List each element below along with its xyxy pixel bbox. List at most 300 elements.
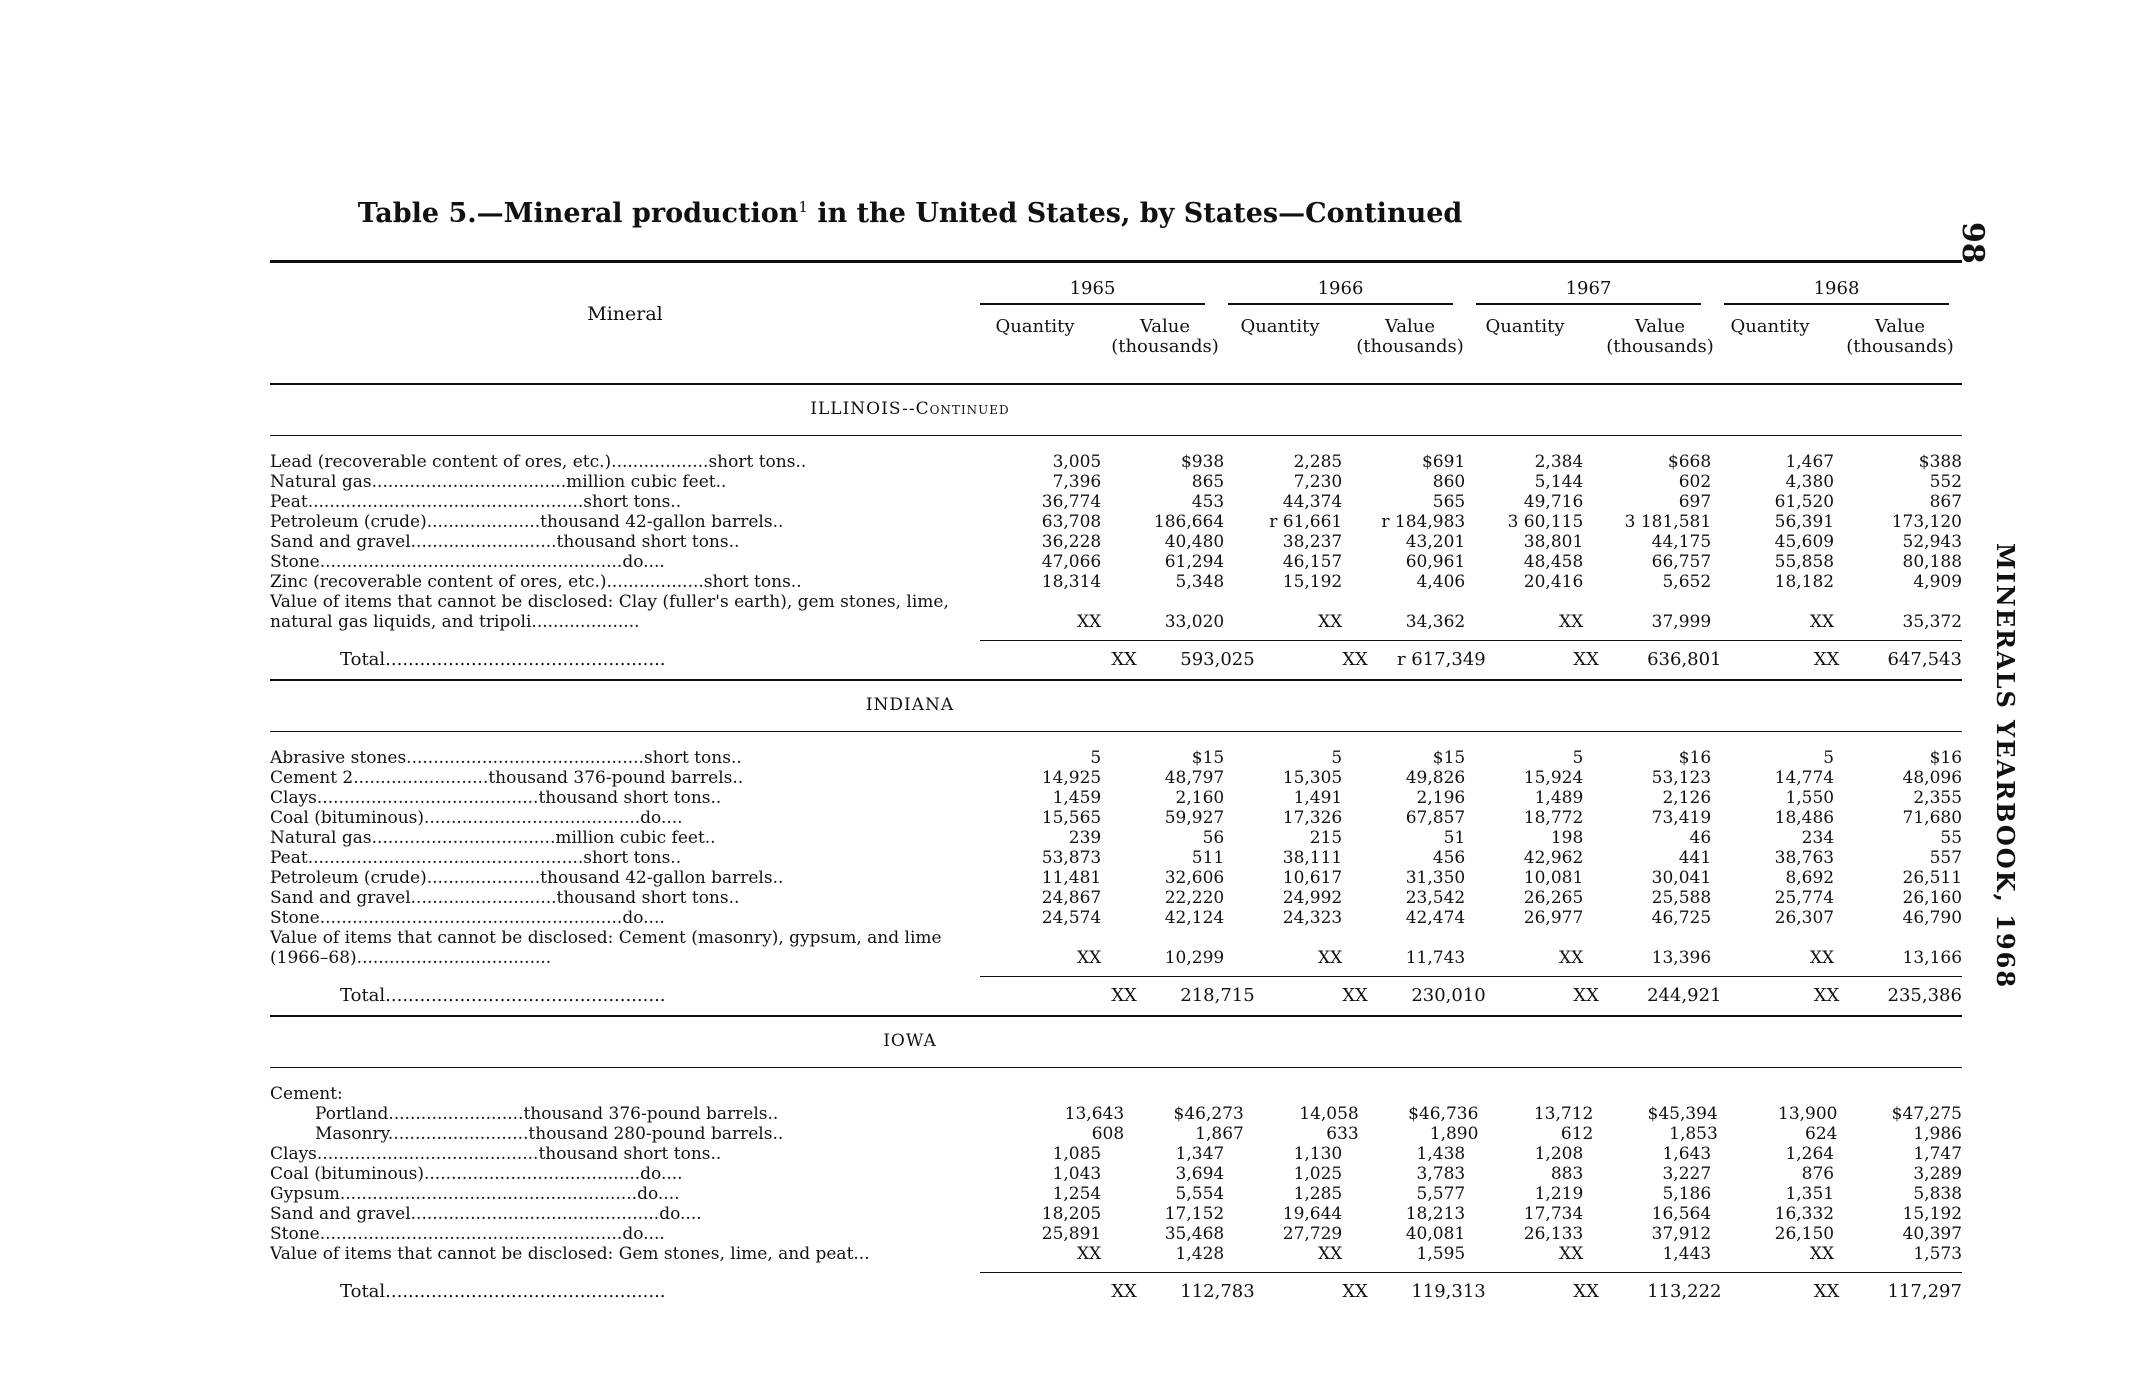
value-cell: 32,606 — [1164, 868, 1225, 888]
value-cell: 13,166 — [1902, 948, 1963, 968]
quantity-cell: 1,285 — [1293, 1184, 1343, 1204]
table-row — [270, 1164, 1962, 1184]
quantity-cell: XX — [1318, 612, 1343, 632]
table-row — [270, 808, 1962, 828]
quantity-cell: 13,712 — [1533, 1104, 1594, 1124]
value-cell: 235,386 — [1887, 985, 1962, 1006]
quantity-cell: 26,265 — [1523, 888, 1584, 908]
quantity-cell: 15,924 — [1523, 768, 1584, 788]
quantity-cell: 16,332 — [1774, 1204, 1835, 1224]
value-cell: 1,443 — [1662, 1244, 1712, 1264]
quantity-cell: 17,734 — [1523, 1204, 1584, 1224]
quantity-cell: 26,307 — [1774, 908, 1835, 928]
row-label: Lead (recoverable content of ores, etc.)..................short tons.. — [270, 452, 807, 472]
value-cell: 18,213 — [1405, 1204, 1466, 1224]
quantity-cell: 19,644 — [1282, 1204, 1343, 1224]
group-label: Cement: — [270, 1084, 343, 1104]
quantity-cell: 198 — [1550, 828, 1584, 848]
quantity-header: Quantity — [995, 316, 1075, 337]
quantity-cell: XX — [1573, 1281, 1599, 1302]
value-header: Value (thousands) — [1846, 316, 1954, 357]
mineral-column-header: Mineral — [587, 303, 663, 325]
value-cell: $15 — [1432, 748, 1466, 768]
quantity-cell: 38,801 — [1523, 532, 1584, 552]
table-row — [270, 512, 1962, 532]
value-cell: 593,025 — [1180, 649, 1255, 670]
quantity-cell: 27,729 — [1282, 1224, 1343, 1244]
quantity-cell: 1,025 — [1293, 1164, 1343, 1184]
value-cell: 46,790 — [1902, 908, 1963, 928]
quantity-cell: 7,230 — [1293, 472, 1343, 492]
row-label: Coal (bituminous)........................................do.... — [270, 808, 683, 828]
value-cell: 865 — [1191, 472, 1225, 492]
quantity-cell: 38,111 — [1282, 848, 1343, 868]
row-label: Clays.........................................thousand short tons.. — [270, 788, 722, 808]
section-title: INDIANA — [865, 695, 955, 715]
value-header: Value (thousands) — [1356, 316, 1464, 357]
value-cell: 1,747 — [1913, 1144, 1963, 1164]
quantity-cell: 42,962 — [1523, 848, 1584, 868]
quantity-cell: 15,305 — [1282, 768, 1343, 788]
quantity-cell: 1,459 — [1052, 788, 1102, 808]
quantity-header: Quantity — [1240, 316, 1320, 337]
quantity-cell: 8,692 — [1785, 868, 1835, 888]
total-row — [270, 641, 1962, 679]
value-cell: 1,595 — [1416, 1244, 1466, 1264]
quantity-cell: XX — [1111, 649, 1137, 670]
value-cell: 16,564 — [1651, 1204, 1712, 1224]
value-cell: $15 — [1191, 748, 1225, 768]
row-label: Portland.........................thousand 376-pound barrels.. — [315, 1104, 779, 1124]
value-cell: $16 — [1929, 748, 1963, 768]
quantity-cell: 36,774 — [1041, 492, 1102, 512]
quantity-cell: XX — [1809, 612, 1835, 632]
value-cell: r 184,983 — [1381, 512, 1466, 532]
value-cell: 5,554 — [1175, 1184, 1225, 1204]
row-label: Stone........................................................do.... — [270, 908, 665, 928]
quantity-cell: XX — [1342, 649, 1368, 670]
value-cell: $16 — [1678, 748, 1712, 768]
value-cell: 2,126 — [1662, 788, 1712, 808]
row-label: Natural gas....................................million cubic feet.. — [270, 472, 727, 492]
quantity-cell: r 61,661 — [1269, 512, 1343, 532]
quantity-cell: 13,900 — [1778, 1104, 1838, 1124]
value-cell: $46,736 — [1408, 1104, 1479, 1124]
quantity-cell: 876 — [1801, 1164, 1835, 1184]
value-cell: 5,348 — [1175, 572, 1225, 592]
quantity-cell: 18,772 — [1523, 808, 1584, 828]
table-row — [270, 1224, 1962, 1244]
quantity-cell: 11,481 — [1041, 868, 1102, 888]
value-cell: 49,826 — [1405, 768, 1466, 788]
value-cell: 119,313 — [1411, 1281, 1486, 1302]
quantity-cell: 26,977 — [1523, 908, 1584, 928]
quantity-cell: 10,617 — [1282, 868, 1343, 888]
quantity-cell: 5 — [1572, 748, 1584, 768]
quantity-cell: 239 — [1068, 828, 1102, 848]
value-cell: 1,573 — [1913, 1244, 1963, 1264]
quantity-cell: 38,763 — [1774, 848, 1835, 868]
quantity-cell: 15,192 — [1282, 572, 1343, 592]
undisclosed-row — [270, 592, 1962, 632]
table-row — [270, 748, 1962, 768]
section-rule — [270, 679, 1962, 681]
value-cell: 11,743 — [1405, 948, 1466, 968]
quantity-cell: 14,058 — [1299, 1104, 1359, 1124]
table-header — [270, 263, 1962, 383]
value-cell: 117,297 — [1887, 1281, 1962, 1302]
value-cell: 860 — [1432, 472, 1466, 492]
value-cell: 230,010 — [1411, 985, 1486, 1006]
value-cell: 34,362 — [1405, 612, 1466, 632]
value-header: Value (thousands) — [1111, 316, 1219, 357]
quantity-cell: 5,144 — [1534, 472, 1584, 492]
value-cell: 17,152 — [1164, 1204, 1225, 1224]
value-cell: 5,186 — [1662, 1184, 1712, 1204]
quantity-cell: 17,326 — [1282, 808, 1343, 828]
value-header: Value (thousands) — [1606, 316, 1714, 357]
quantity-cell: 18,486 — [1774, 808, 1835, 828]
table-row — [270, 1184, 1962, 1204]
row-label: Gypsum.......................................................do.... — [270, 1184, 680, 1204]
value-cell: 1,867 — [1195, 1124, 1244, 1144]
year-1965: 1965 — [980, 278, 1205, 305]
value-cell: 511 — [1191, 848, 1225, 868]
value-cell: $46,273 — [1173, 1104, 1244, 1124]
value-cell: 1,853 — [1669, 1124, 1718, 1144]
value-cell: 2,160 — [1175, 788, 1225, 808]
value-cell: 30,041 — [1651, 868, 1712, 888]
value-cell: 71,680 — [1902, 808, 1963, 828]
value-cell: 3,694 — [1175, 1164, 1225, 1184]
page-number: 98 — [1955, 222, 1990, 264]
value-cell: 453 — [1191, 492, 1225, 512]
value-cell: 31,350 — [1405, 868, 1466, 888]
value-cell: 5,577 — [1416, 1184, 1466, 1204]
value-cell: 46 — [1689, 828, 1712, 848]
value-cell: 48,797 — [1164, 768, 1225, 788]
value-cell: $938 — [1180, 452, 1225, 472]
value-cell: 647,543 — [1887, 649, 1962, 670]
table-row — [270, 908, 1962, 928]
quantity-cell: 15,565 — [1041, 808, 1102, 828]
quantity-cell: 18,314 — [1041, 572, 1102, 592]
quantity-cell: 3 60,115 — [1507, 512, 1584, 532]
value-cell: 67,857 — [1405, 808, 1466, 828]
value-cell: 4,909 — [1913, 572, 1963, 592]
year-1966: 1966 — [1228, 278, 1453, 305]
table-row — [270, 848, 1962, 868]
table-row — [270, 452, 1962, 472]
quantity-cell: XX — [1318, 948, 1343, 968]
quantity-cell: 1,550 — [1785, 788, 1835, 808]
section-title: IOWA — [883, 1031, 937, 1051]
row-label: Coal (bituminous)........................................do.... — [270, 1164, 683, 1184]
quantity-cell: 53,873 — [1041, 848, 1102, 868]
quantity-header: Quantity — [1730, 316, 1810, 337]
value-cell: 40,397 — [1902, 1224, 1963, 1244]
section-rule — [270, 1015, 1962, 1017]
quantity-cell: XX — [1318, 1244, 1343, 1264]
table-row — [270, 788, 1962, 808]
quantity-cell: 1,254 — [1052, 1184, 1102, 1204]
value-cell: $691 — [1421, 452, 1466, 472]
value-cell: r 617,349 — [1396, 649, 1486, 670]
value-cell: 40,480 — [1164, 532, 1225, 552]
row-label: Masonry..........................thousand 280-pound barrels.. — [315, 1124, 784, 1144]
quantity-cell: 24,323 — [1282, 908, 1343, 928]
quantity-cell: XX — [1559, 948, 1584, 968]
quantity-cell: 1,264 — [1785, 1144, 1835, 1164]
value-cell: 52,943 — [1902, 532, 1963, 552]
value-cell: 44,175 — [1651, 532, 1712, 552]
table-title: Table 5.—Mineral production$^1$ in the United States, by States—Continued — [357, 198, 1463, 229]
table-body — [270, 383, 1962, 1311]
quantity-cell: 1,219 — [1534, 1184, 1584, 1204]
group-label-row — [270, 1084, 1962, 1104]
value-cell: 1,986 — [1913, 1124, 1962, 1144]
row-label: Total................................................. — [340, 1281, 666, 1302]
table-row — [270, 1244, 1962, 1264]
value-cell: 1,438 — [1416, 1144, 1466, 1164]
value-cell: 42,124 — [1164, 908, 1225, 928]
value-cell: 3,783 — [1416, 1164, 1466, 1184]
row-label: Sand and gravel...........................thousand short tons.. — [270, 888, 740, 908]
value-cell: 557 — [1929, 848, 1963, 868]
section-title: ILLINOIS--Continued — [810, 399, 1010, 419]
quantity-cell: XX — [1342, 985, 1368, 1006]
value-cell: $388 — [1918, 452, 1963, 472]
quantity-cell: 1,491 — [1293, 788, 1343, 808]
total-row — [270, 1273, 1962, 1311]
value-cell: 218,715 — [1180, 985, 1255, 1006]
value-cell: 602 — [1678, 472, 1712, 492]
quantity-cell: 13,643 — [1064, 1104, 1125, 1124]
row-label: Peat...................................................short tons.. — [270, 492, 682, 512]
value-cell: 46,725 — [1651, 908, 1712, 928]
quantity-cell: 26,150 — [1774, 1224, 1835, 1244]
quantity-cell: 633 — [1326, 1124, 1359, 1144]
quantity-cell: 18,205 — [1041, 1204, 1102, 1224]
value-cell: 697 — [1678, 492, 1712, 512]
quantity-cell: 1,208 — [1534, 1144, 1584, 1164]
quantity-cell: 883 — [1550, 1164, 1584, 1184]
value-cell: 73,419 — [1651, 808, 1712, 828]
value-cell: 1,347 — [1175, 1144, 1225, 1164]
quantity-cell: 3,005 — [1052, 452, 1102, 472]
value-cell: 1,643 — [1662, 1144, 1712, 1164]
value-cell: 42,474 — [1405, 908, 1466, 928]
quantity-cell: 1,467 — [1785, 452, 1835, 472]
quantity-cell: 2,285 — [1293, 452, 1343, 472]
quantity-cell: XX — [1809, 1244, 1835, 1264]
quantity-cell: XX — [1813, 649, 1840, 670]
quantity-cell: XX — [1111, 985, 1137, 1006]
value-cell: 113,222 — [1647, 1281, 1722, 1302]
quantity-cell: 624 — [1805, 1124, 1838, 1144]
table-row — [270, 492, 1962, 512]
quantity-header: Quantity — [1485, 316, 1565, 337]
table-row — [270, 1124, 1962, 1144]
value-cell: 3,289 — [1913, 1164, 1963, 1184]
value-cell: $668 — [1667, 452, 1712, 472]
value-cell: 33,020 — [1164, 612, 1225, 632]
quantity-cell: 26,133 — [1523, 1224, 1584, 1244]
quantity-cell: 24,574 — [1041, 908, 1102, 928]
value-cell: 636,801 — [1647, 649, 1722, 670]
table-row — [270, 1144, 1962, 1164]
value-cell: 3,227 — [1662, 1164, 1712, 1184]
row-label: Sand and gravel..............................................do.... — [270, 1204, 702, 1224]
quantity-cell: 49,716 — [1523, 492, 1584, 512]
quantity-cell: 45,609 — [1774, 532, 1835, 552]
value-cell: 80,188 — [1902, 552, 1963, 572]
quantity-cell: 14,925 — [1041, 768, 1102, 788]
value-cell: 15,192 — [1902, 1204, 1963, 1224]
table-row — [270, 888, 1962, 908]
quantity-cell: 2,384 — [1534, 452, 1584, 472]
quantity-cell: 61,520 — [1774, 492, 1835, 512]
quantity-cell: XX — [1809, 948, 1835, 968]
quantity-cell: 55,858 — [1774, 552, 1835, 572]
table-row — [270, 768, 1962, 788]
quantity-cell: 4,380 — [1785, 472, 1835, 492]
value-cell: 66,757 — [1651, 552, 1712, 572]
quantity-cell: 5 — [1090, 748, 1102, 768]
quantity-cell: 18,182 — [1774, 572, 1835, 592]
section-rule — [270, 383, 1962, 385]
quantity-cell: 1,043 — [1052, 1164, 1102, 1184]
value-cell: 56 — [1202, 828, 1225, 848]
value-cell: 35,468 — [1164, 1224, 1225, 1244]
row-label: Value of items that cannot be disclosed: Clay (fuller's earth), gem stones, lime, natural gas liquids, and tripoli.................... — [270, 592, 949, 632]
value-cell: 867 — [1929, 492, 1963, 512]
table-row — [270, 472, 1962, 492]
quantity-cell: 20,416 — [1523, 572, 1584, 592]
row-label: Value of items that cannot be disclosed: Gem stones, lime, and peat... — [270, 1244, 870, 1264]
quantity-cell: XX — [1573, 985, 1599, 1006]
value-cell: 26,511 — [1902, 868, 1963, 888]
value-cell: $45,394 — [1647, 1104, 1718, 1124]
value-cell: 5,838 — [1913, 1184, 1963, 1204]
value-cell: 59,927 — [1164, 808, 1225, 828]
value-cell: 51 — [1443, 828, 1466, 848]
row-label: Petroleum (crude).....................thousand 42-gallon barrels.. — [270, 512, 784, 532]
value-cell: 565 — [1432, 492, 1466, 512]
value-cell: 37,999 — [1651, 612, 1712, 632]
total-row — [270, 977, 1962, 1015]
row-label: Petroleum (crude).....................thousand 42-gallon barrels.. — [270, 868, 784, 888]
quantity-cell: 1,130 — [1293, 1144, 1343, 1164]
quantity-cell: 234 — [1801, 828, 1835, 848]
value-cell: 441 — [1678, 848, 1712, 868]
quantity-cell: 1,351 — [1785, 1184, 1835, 1204]
undisclosed-row — [270, 928, 1962, 968]
value-cell: 26,160 — [1902, 888, 1963, 908]
row-label: Value of items that cannot be disclosed: Cement (masonry), gypsum, and lime (1966–68).................................... — [270, 928, 942, 968]
value-cell: 37,912 — [1651, 1224, 1712, 1244]
row-label: Stone........................................................do.... — [270, 552, 665, 572]
value-cell: 35,372 — [1902, 612, 1963, 632]
value-cell: 61,294 — [1164, 552, 1225, 572]
quantity-cell: 5 — [1823, 748, 1835, 768]
quantity-cell: 63,708 — [1041, 512, 1102, 532]
value-cell: 2,196 — [1416, 788, 1466, 808]
running-head: MINERALS YEARBOOK, 1968 — [1991, 543, 2020, 990]
quantity-cell: 24,867 — [1041, 888, 1102, 908]
table-row — [270, 828, 1962, 848]
value-cell: 13,396 — [1651, 948, 1712, 968]
value-cell: 43,201 — [1405, 532, 1466, 552]
row-label: Natural gas..................................million cubic feet.. — [270, 828, 716, 848]
value-cell: $47,275 — [1891, 1104, 1962, 1124]
quantity-cell: 25,891 — [1041, 1224, 1102, 1244]
quantity-cell: 14,774 — [1774, 768, 1835, 788]
value-cell: 53,123 — [1651, 768, 1712, 788]
value-cell: 48,096 — [1902, 768, 1963, 788]
quantity-cell: 47,066 — [1041, 552, 1102, 572]
quantity-cell: 56,391 — [1774, 512, 1835, 532]
quantity-cell: 36,228 — [1041, 532, 1102, 552]
quantity-cell: 25,774 — [1774, 888, 1835, 908]
value-cell: 40,081 — [1405, 1224, 1466, 1244]
row-label: Sand and gravel...........................thousand short tons.. — [270, 532, 740, 552]
quantity-cell: 612 — [1560, 1124, 1594, 1144]
quantity-cell: XX — [1111, 1281, 1137, 1302]
quantity-cell: XX — [1342, 1281, 1368, 1302]
table-row — [270, 532, 1962, 552]
quantity-cell: 1,489 — [1534, 788, 1584, 808]
value-cell: 3 181,581 — [1624, 512, 1712, 532]
row-label: Total................................................. — [340, 649, 666, 670]
value-cell: 60,961 — [1405, 552, 1466, 572]
quantity-cell: 215 — [1309, 828, 1343, 848]
value-cell: 25,588 — [1651, 888, 1712, 908]
quantity-cell: 38,237 — [1282, 532, 1343, 552]
table-row — [270, 572, 1962, 592]
quantity-cell: XX — [1559, 612, 1584, 632]
value-cell: 4,406 — [1416, 572, 1466, 592]
row-label: Abrasive stones............................................short tons.. — [270, 748, 742, 768]
year-1967: 1967 — [1476, 278, 1701, 305]
value-cell: 55 — [1940, 828, 1963, 848]
year-1968: 1968 — [1724, 278, 1949, 305]
value-cell: 456 — [1432, 848, 1466, 868]
value-cell: 5,652 — [1662, 572, 1712, 592]
value-cell: 22,220 — [1164, 888, 1225, 908]
mineral-production-table — [270, 260, 1962, 1311]
quantity-cell: XX — [1077, 612, 1102, 632]
row-label: Cement 2.........................thousand 376-pound barrels.. — [270, 768, 744, 788]
value-cell: 10,299 — [1164, 948, 1225, 968]
value-cell: 23,542 — [1405, 888, 1466, 908]
quantity-cell: XX — [1077, 1244, 1102, 1264]
quantity-cell: XX — [1813, 985, 1840, 1006]
table-row — [270, 1104, 1962, 1124]
value-cell: 2,355 — [1913, 788, 1963, 808]
quantity-cell: XX — [1077, 948, 1102, 968]
quantity-cell: 46,157 — [1282, 552, 1343, 572]
quantity-cell: 608 — [1091, 1124, 1125, 1144]
table-row — [270, 1204, 1962, 1224]
value-cell: 112,783 — [1180, 1281, 1255, 1302]
value-cell: 1,428 — [1175, 1244, 1225, 1264]
quantity-cell: 24,992 — [1282, 888, 1343, 908]
quantity-cell: XX — [1813, 1281, 1840, 1302]
quantity-cell: 1,085 — [1052, 1144, 1102, 1164]
row-label: Clays.........................................thousand short tons.. — [270, 1144, 722, 1164]
table-row — [270, 868, 1962, 888]
